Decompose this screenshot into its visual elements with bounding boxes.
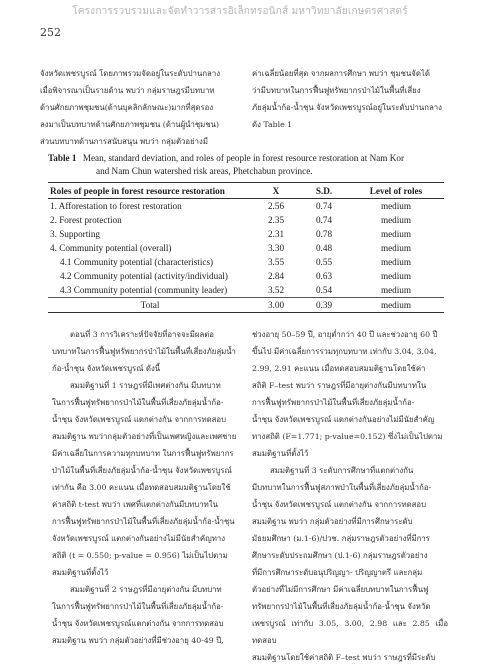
cell-mean: 3.30: [267, 243, 285, 253]
text-line: ในการฟื้นฟูทรัพยากรป่าไม้ในพื้นที่เสี่ยงภัยลุ่มน้ำก้อ-: [52, 398, 224, 407]
text-line: ดัง Table 1: [252, 120, 293, 129]
text-line: ค่าเฉลี่ยน้อยที่สุด จากผลการศึกษา พบว่า ชุมชนจัดได้: [252, 69, 430, 78]
cell-mean: 3.55: [267, 257, 285, 267]
cell-role: 4.3 Community potential (community leader): [60, 285, 228, 295]
running-header: โครงการรวบรวมและจัดทำวารสารอิเล็กทรอนิกส์ มหาวิทยาลัยเกษตรศาสตร์: [72, 6, 408, 17]
table-label: Table 1: [48, 153, 77, 163]
cell-mean: 3.00: [267, 300, 285, 310]
text-line: สถิติ (t = 0.550; p-value = 0.956) ไม่เป็นไปตาม: [52, 551, 228, 560]
text-line: สมมติฐานที่ 2 ราษฎรที่มีอายุต่างกัน มีบทบาท: [70, 585, 222, 594]
text-line: สมมติฐานโดยใช้ค่าสถิติ F–test พบว่า ราษฎรที่มีระดับ: [252, 653, 436, 662]
cell-role: Total: [140, 300, 160, 310]
text-line: น้ำชุน จังหวัดเพชรบูรณ์ แตกต่างกัน จากการทดสอบ: [252, 500, 427, 509]
cell-role: 4. Community potential (overall): [50, 243, 172, 253]
text-line: สมมติฐาน พบว่ากลุ่มตัวอย่างที่เป็นเพศหญิงและเพศชาย: [52, 432, 237, 441]
text-line: ที่มีการศึกษาระดับอนุปริญญา- ปริญญาตรี และกลุ่ม: [252, 568, 423, 577]
cell-level: medium: [380, 243, 412, 253]
table-header-row: [48, 183, 444, 199]
bottom-right-paragraph: [252, 326, 448, 666]
text-line: ด้านศักยภาพชุมชน(ด้านบุคลิกลักษณะ)มากที่สุดรอง: [40, 103, 214, 112]
cell-mean: 2.84: [267, 271, 285, 281]
text-line: ลงมาเป็นบทบาทด้านศักยภาพชุมชน (ด้านผู้นำชุมชน): [40, 120, 219, 129]
text-line: ช่วงอายุ 50–59 ปี, อายุต่ำกว่า 40 ปี และช่วงอายุ 60 ปี: [252, 330, 438, 339]
text-line: ก้อ-น้ำชุน จังหวัดเพชรบูรณ์ ดังนี้: [52, 364, 161, 373]
table-row: [48, 283, 444, 298]
cell-level: medium: [380, 229, 412, 239]
text-line: น้ำชุน จังหวัดเพชรบูรณ์แตกต่างกัน จากการทดสอบ: [52, 619, 224, 628]
table-caption-line-1: Mean, standard deviation, and roles of people in forest resource restoration at Nam Kor: [82, 153, 405, 163]
text-line: ขึ้นไป มีค่าเฉลี่ยการรวมทุกบทบาท เท่ากับ 3.04, 3.04,: [252, 347, 437, 356]
text-line: ค่าสถิติ t-test พบว่า เพศที่แตกต่างกันมีบทบาทใน: [52, 500, 218, 509]
table-caption-line-2: and Nam Chun watershed risk areas, Phetchabun province.: [96, 166, 313, 176]
text-line: เพชรบูรณ์ เท่ากับ 3.05, 3.00, 2.98 และ 2.85 เมื่อทดสอบ: [252, 619, 448, 645]
text-line: สมมติฐานที่ตั้งไว้: [52, 568, 109, 577]
cell-mean: 2.56: [267, 201, 285, 211]
cell-sd: 0.55: [315, 257, 333, 267]
header-sd: S.D.: [315, 185, 333, 196]
text-line: 2.99, 2.91 คะแนน เมื่อทดสอบสมมติฐานโดยใช้ค่า: [252, 364, 426, 373]
text-line: การฟื้นฟูทรัพยากรป่าไม้ในพื้นที่เสี่ยงภัยลุ่มน้ำก้อ-น้ำชุน: [52, 517, 235, 526]
table-row: [48, 227, 444, 241]
text-line: บทบาทในการฟื้นฟูทรัพยากรป่าไม้ในพื้นที่เสี่ยงภัยลุ่มน้ำ: [52, 347, 236, 356]
header-x: X: [272, 185, 280, 196]
page-number: 252: [40, 26, 61, 39]
text-line: สมมติฐานที่ตั้งไว้: [252, 449, 309, 458]
text-line: ในการฟื้นฟูทรัพยากรป่าไม้ในพื้นที่เสี่ยงภัยลุ่มน้ำก้อ-: [52, 602, 224, 611]
text-line: จังหวัดเพชรบูรณ์ โดยภาพรวมจัดอยู่ในระดับปานกลาง: [40, 69, 221, 78]
cell-level: medium: [380, 215, 412, 225]
text-line: ภัยลุ่มน้ำก้อ-น้ำชุน จังหวัดเพชรบูรณ์อยู่ในระดับปานกลาง: [252, 103, 442, 112]
cell-sd: 0.63: [315, 271, 333, 281]
text-line: มีค่าเฉลี่ยในการความทุกบทบาท ในการฟื้นฟูทรัพยากร: [52, 449, 234, 458]
cell-mean: 3.52: [267, 285, 285, 295]
cell-role: 1. Afforestation to forest restoration: [50, 201, 182, 211]
cell-role: 4.2 Community potential (activity/individual): [60, 271, 228, 281]
cell-mean: 2.35: [267, 215, 285, 225]
top-right-paragraph: [252, 65, 448, 133]
table-row: [48, 255, 444, 269]
cell-sd: 0.74: [315, 215, 333, 225]
roles-table: [48, 182, 444, 313]
text-line: สมมติฐาน พบว่า กลุ่มตัวอย่างที่มีช่วงอายุ 40-49 ปี,: [52, 636, 224, 645]
table-caption: [48, 152, 444, 178]
text-line: สมมติฐานที่ 3 ระดับการศึกษาที่แตกต่างกัน: [270, 466, 414, 475]
text-line: มีบทบาทในการฟื้นฟูสภาพป่าในพื้นที่เสี่ยงภัยลุ่มน้ำก้อ-: [252, 483, 432, 492]
text-line: ตอนที่ 3 การวิเคราะห์ปัจจัยที่อาจจะมีผลต่อ: [70, 330, 214, 339]
text-line: สมมติฐานที่ 1 ราษฎรที่มีเพศต่างกัน มีบทบาท: [70, 381, 221, 390]
table-row: [48, 241, 444, 255]
text-line: ส่วนบทบาทด้านการสนับสนุน พบว่า กลุ่มตัวอย่างมี: [40, 137, 208, 146]
cell-role: 2. Forest protection: [50, 215, 122, 225]
cell-level: medium: [380, 257, 412, 267]
cell-sd: 0.48: [315, 243, 333, 253]
text-line: การฟื้นฟูทรัพยากรป่าไม้ในพื้นที่เสี่ยงภัยลุ่มน้ำก้อ-: [252, 398, 415, 407]
top-left-paragraph: [40, 65, 240, 150]
text-line: น้ำชุน จังหวัดเพชรบูรณ์ แตกต่างกันอย่างไม่มีนัยสำคัญ: [252, 415, 435, 424]
cell-sd: 0.78: [315, 229, 333, 239]
cell-level: medium: [380, 271, 412, 281]
cell-role: 3. Supporting: [50, 229, 101, 239]
text-line: เท่ากัน คือ 3.00 คะแนน เมื่อทดสอบสมมติฐานโดยใช้: [52, 483, 231, 492]
cell-role: 4.1 Community potential (characteristics): [60, 257, 214, 267]
table-total-row: [48, 298, 444, 313]
cell-level: medium: [380, 300, 412, 310]
bottom-left-paragraph: [52, 326, 240, 649]
text-line: สถิติ F–test พบว่า ราษฎรที่มีอายุต่างกันมีบทบาทใน: [252, 381, 427, 390]
text-line: ทรัพยากรป่าไม้ในพื้นที่เสี่ยงภัยลุ่มน้ำก้อ-น้ำชุน จังหวัด: [252, 602, 431, 611]
text-line: ศึกษาระดับประถมศึกษา (ป.1-6) กลุ่มราษฎรตัวอย่าง: [252, 551, 428, 560]
cell-level: medium: [380, 201, 412, 211]
text-line: ป่าไม้ในพื้นที่เสี่ยงภัยลุ่มน้ำก้อ-น้ำชุน จังหวัดเพชรบูรณ์: [52, 466, 232, 475]
text-line: ตัวอย่างที่ไม่มีการศึกษา มีค่าเฉลี่ยบทบาทในการฟื้นฟู: [252, 585, 429, 594]
text-line: สมมติฐาน พบว่า กลุ่มตัวอย่างที่มีการศึกษาระดับ: [252, 517, 413, 526]
text-line: มัธยมศึกษา (ม.1-6)/ปวช. กลุ่มราษฎรตัวอย่างที่มีการ: [252, 534, 430, 543]
cell-level: medium: [380, 285, 412, 295]
text-line: เมื่อพิจารณาเป็นรายด้าน พบว่า กลุ่มราษฎรมีบทบาท: [40, 86, 215, 95]
cell-sd: 0.39: [315, 300, 333, 310]
text-line: จังหวัดเพชรบูรณ์ แตกต่างกันอย่างไม่มีนัยสำคัญทาง: [52, 534, 226, 543]
cell-sd: 0.54: [315, 285, 333, 295]
header-level: Level of roles: [369, 185, 423, 196]
table-row: [48, 213, 444, 227]
table-row: [48, 269, 444, 283]
header-roles: Roles of people in forest resource restoration: [50, 185, 225, 196]
text-line: ทางสถิติ (F=1.771; p-value=0.152) ซึ่งไม่เป็นไปตาม: [252, 432, 443, 441]
cell-sd: 0.74: [315, 201, 333, 211]
cell-mean: 2.31: [267, 229, 285, 239]
text-line: ว่ามีบทบาทในการฟื้นฟูทรัพยากรป่าไม้ในพื้นที่เสี่ยง: [252, 86, 421, 95]
table-row: [48, 199, 444, 214]
text-line: น้ำชุน จังหวัดเพชรบูรณ์ แตกต่างกัน จากการทดสอบ: [52, 415, 227, 424]
